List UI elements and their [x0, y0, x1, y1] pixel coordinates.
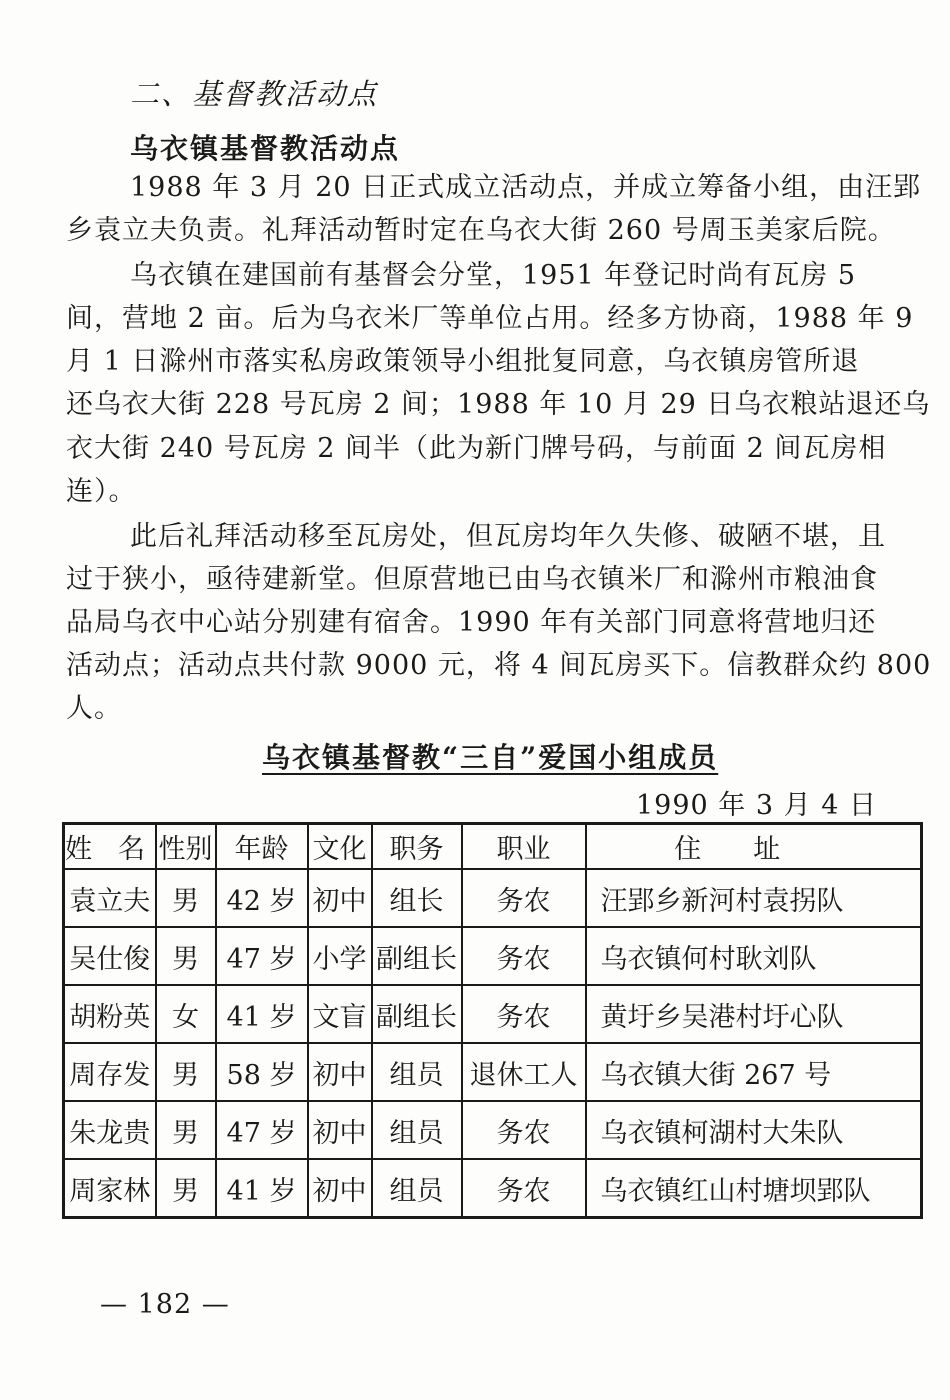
cell-sex: 男 — [156, 869, 216, 927]
body-line: 间，营地 2 亩。后为乌衣米厂等单位占用。经多方协商，1988 年 9 — [66, 303, 914, 334]
header-education: 文化 — [308, 824, 372, 870]
body-line: 此后礼拜活动移至瓦房处，但瓦房均年久失修、破陋不堪，且 — [130, 521, 886, 552]
cell-address: 乌衣镇大街 267 号 — [586, 1043, 922, 1101]
cell-education: 初中 — [308, 1043, 372, 1101]
cell-occupation: 务农 — [462, 1159, 586, 1218]
body-line: 乌衣镇在建国前有基督会分堂，1951 年登记时尚有瓦房 5 — [130, 260, 857, 291]
cell-duty: 组员 — [372, 1043, 462, 1101]
body-line: 人。 — [66, 693, 122, 724]
cell-address: 黄圩乡吴港村圩心队 — [586, 985, 922, 1043]
cell-sex: 女 — [156, 985, 216, 1043]
cell-name: 周家林 — [64, 1159, 156, 1218]
cell-sex: 男 — [156, 1043, 216, 1101]
cell-occupation: 务农 — [462, 985, 586, 1043]
cell-age: 58 岁 — [216, 1043, 308, 1101]
header-age: 年龄 — [216, 824, 308, 870]
cell-name: 袁立夫 — [64, 869, 156, 927]
cell-sex: 男 — [156, 1159, 216, 1218]
table-row — [64, 985, 922, 1043]
table-date: 1990 年 3 月 4 日 — [636, 790, 877, 821]
cell-age: 41 岁 — [216, 1159, 308, 1218]
cell-age: 42 岁 — [216, 869, 308, 927]
cell-occupation: 务农 — [462, 927, 586, 985]
body-line: 月 1 日滁州市落实私房政策领导小组批复同意，乌衣镇房管所退 — [66, 346, 860, 377]
cell-duty: 副组长 — [372, 927, 462, 985]
table-row — [64, 1043, 922, 1101]
cell-education: 初中 — [308, 1159, 372, 1218]
table-row — [64, 927, 922, 985]
page-number: — 182 — — [100, 1289, 230, 1320]
body-line: 过于狭小，亟待建新堂。但原营地已由乌衣镇米厂和滁州市粮油食 — [66, 564, 878, 595]
cell-name: 周存发 — [64, 1043, 156, 1101]
body-line: 衣大街 240 号瓦房 2 间半（此为新门牌号码，与前面 2 间瓦房相 — [66, 433, 887, 464]
header-address: 住址 — [586, 824, 922, 870]
cell-duty: 组员 — [372, 1159, 462, 1218]
cell-name: 胡粉英 — [64, 985, 156, 1043]
subheading: 乌衣镇基督教活动点 — [130, 132, 401, 165]
cell-name: 朱龙贵 — [64, 1101, 156, 1159]
cell-education: 文盲 — [308, 985, 372, 1043]
cell-address: 乌衣镇柯湖村大朱队 — [586, 1101, 922, 1159]
table-title: 乌衣镇基督教“三自”爱国小组成员 — [262, 741, 719, 774]
table-row — [64, 1159, 922, 1218]
section-heading: 二、基督教活动点 — [130, 77, 379, 111]
table-row — [64, 869, 922, 927]
header-name: 姓名 — [64, 824, 156, 870]
cell-occupation: 退休工人 — [462, 1043, 586, 1101]
header-sex: 性别 — [156, 824, 216, 870]
cell-age: 47 岁 — [216, 927, 308, 985]
cell-education: 小学 — [308, 927, 372, 985]
body-line: 连）。 — [66, 476, 137, 507]
cell-name: 吴仕俊 — [64, 927, 156, 985]
header-occupation: 职业 — [462, 824, 586, 870]
cell-duty: 副组长 — [372, 985, 462, 1043]
body-line: 活动点；活动点共付款 9000 元，将 4 间瓦房买下。信教群众约 800 — [66, 650, 932, 681]
cell-address: 乌衣镇何村耿刘队 — [586, 927, 922, 985]
body-line: 品局乌衣中心站分别建有宿舍。1990 年有关部门同意将营地归还 — [66, 607, 877, 638]
cell-occupation: 务农 — [462, 869, 586, 927]
cell-sex: 男 — [156, 1101, 216, 1159]
cell-occupation: 务农 — [462, 1101, 586, 1159]
cell-address: 汪郢乡新河村袁拐队 — [586, 869, 922, 927]
members-table — [62, 822, 923, 1219]
cell-age: 47 岁 — [216, 1101, 308, 1159]
body-line: 还乌衣大街 228 号瓦房 2 间；1988 年 10 月 29 日乌衣粮站退还乌 — [66, 389, 931, 420]
cell-duty: 组长 — [372, 869, 462, 927]
cell-duty: 组员 — [372, 1101, 462, 1159]
cell-education: 初中 — [308, 1101, 372, 1159]
cell-address: 乌衣镇红山村塘坝郢队 — [586, 1159, 922, 1218]
cell-sex: 男 — [156, 927, 216, 985]
table-header-row — [64, 824, 922, 870]
cell-education: 初中 — [308, 869, 372, 927]
table-row — [64, 1101, 922, 1159]
header-duty: 职务 — [372, 824, 462, 870]
cell-age: 41 岁 — [216, 985, 308, 1043]
body-line: 1988 年 3 月 20 日正式成立活动点，并成立筹备小组，由汪郢 — [130, 172, 922, 203]
body-line: 乡袁立夫负责。礼拜活动暂时定在乌衣大街 260 号周玉美家后院。 — [66, 215, 896, 246]
